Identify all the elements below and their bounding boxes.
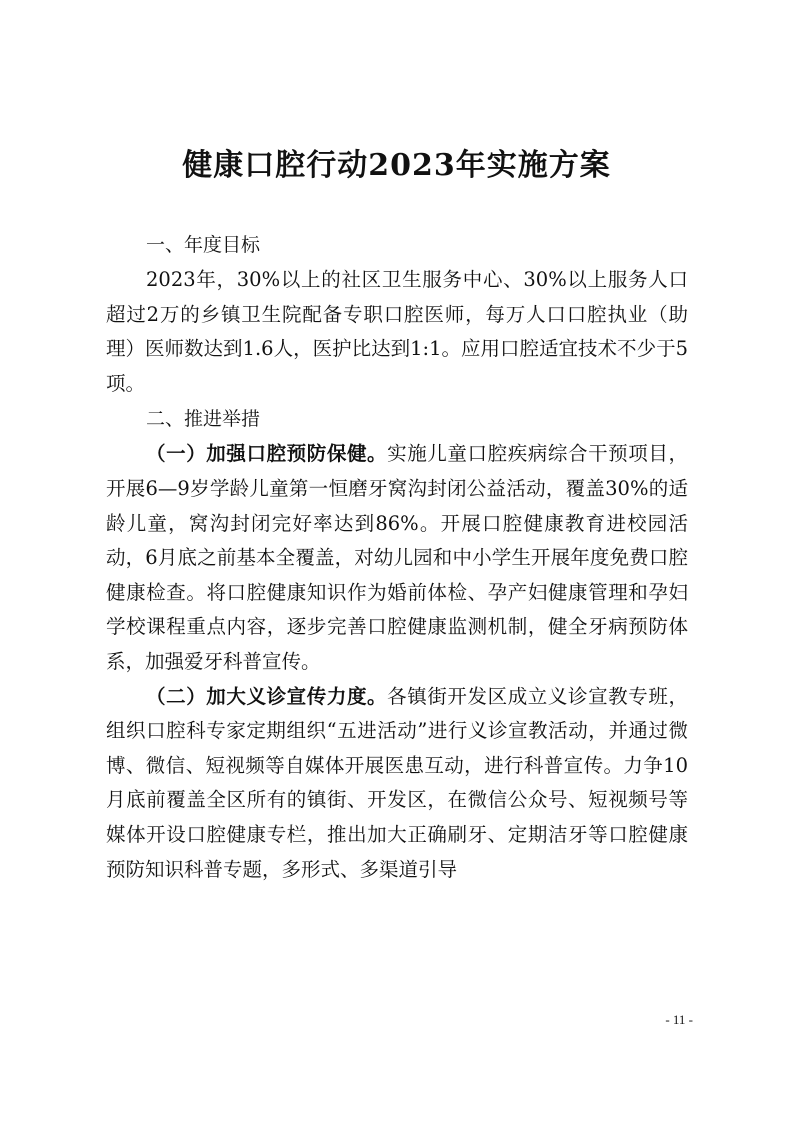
paragraph-text: 各镇街开发区成立义诊宣教专班，组织口腔科专家定期组织“五进活动”进行义诊宣教活动，并通过微博、微信、短视频等自媒体开展医患互动，进行科普宣传。力争10月底前覆盖全区所有的镇街、开发区，在微信公众号、短视频号等媒体开设口腔健康专栏，推出加大正确刷牙、定期洁牙等口腔健康预防知识科普专题，多形式、多渠道引导: [106, 684, 688, 881]
paragraph-goals: 2023年，30%以上的社区卫生服务中心、30%以上服务人口超过2万的乡镇卫生院配备专职口腔医师，每万人口口腔执业（助理）医师数达到1.6人，医护比达到1:1。应用口腔适宜技术不少于5项。: [106, 268, 688, 395]
paragraph-clinic-publicity: [106, 680, 688, 888]
document-title: 健康口腔行动2023年实施方案: [182, 148, 611, 183]
paragraph-prevention: [106, 437, 688, 679]
paragraph-lead: （一）加强口腔预防保健。: [146, 442, 388, 466]
paragraph-lead: （二）加大义诊宣传力度。: [146, 684, 388, 708]
document-body: [106, 227, 688, 887]
section-heading-goals: 一、年度目标: [146, 234, 261, 256]
page-number: - 11 -: [665, 1012, 693, 1027]
paragraph-text: 实施儿童口腔疾病综合干预项目，开展6—9岁学龄儿童第一恒磨牙窝沟封闭公益活动，覆盖30%的适龄儿童，窝沟封闭完好率达到86%。开展口腔健康教育进校园活动，6月底之前基本全覆盖，对幼儿园和中小学生开展年度免费口腔健康检查。将口腔健康知识作为婚前体检、孕产妇健康管理和孕妇学校课程重点内容，逐步完善口腔健康监测机制，健全牙病预防体系，加强爱牙科普宣传。: [106, 442, 688, 673]
section-heading-measures: 二、推进举措: [146, 408, 261, 431]
